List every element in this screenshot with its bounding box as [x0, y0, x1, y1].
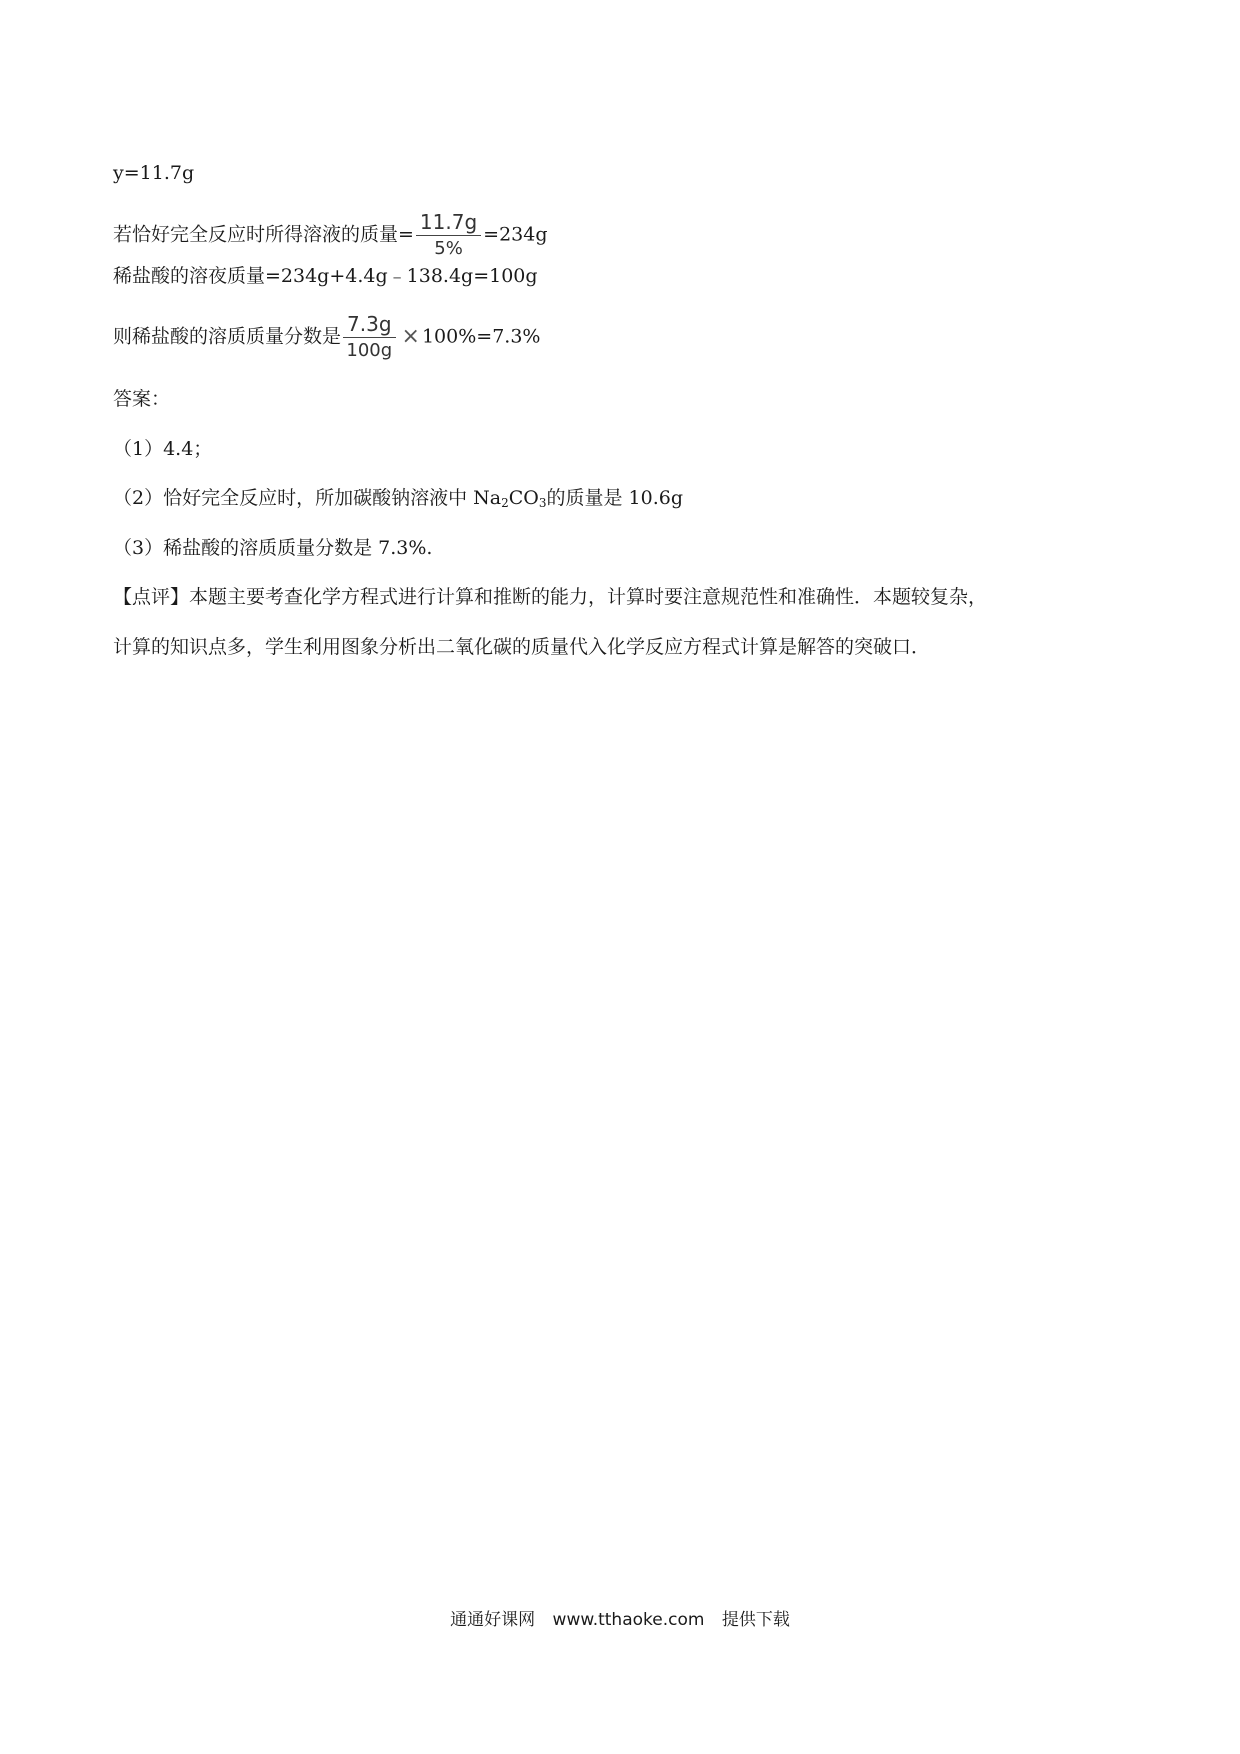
solution-mass-result: =234g: [483, 223, 548, 246]
mass-fraction-result: 100%=7.3%: [421, 325, 541, 348]
fraction-solution-mass: [416, 210, 481, 261]
footer-site-name: 通通好课网: [450, 1610, 536, 1630]
solution-mass-line: [113, 210, 548, 261]
acid-solution-mass-line: 稀盐酸的溶夜质量=234g+4.4g﹣138.4g=100g: [113, 265, 538, 287]
answer-2-text: （2）恰好完全反应时，所加碳酸钠溶液中 Na: [113, 487, 502, 509]
fraction-numerator: 11.7g: [416, 210, 481, 236]
page-footer: [0, 1605, 1240, 1630]
footer-url[interactable]: www.tthaoke.com: [552, 1610, 705, 1630]
review-line-1: 【点评】本题主要考查化学方程式进行计算和推断的能力，计算时要注意规范性和准确性．本题较复杂，: [113, 586, 988, 608]
formula-part: CO: [508, 487, 539, 509]
fraction-denominator: 100g: [346, 340, 393, 361]
multiply-sign: ×: [401, 323, 420, 349]
mass-fraction-line: [113, 312, 540, 363]
subscript: 2: [501, 496, 509, 510]
answer-2: [113, 485, 683, 511]
answer-1: （1）4.4；: [113, 438, 213, 460]
review-line-2: 计算的知识点多，学生利用图象分析出二氧化碳的质量代入化学反应方程式计算是解答的突破口．: [113, 636, 931, 658]
fraction-denominator: 5%: [434, 238, 463, 259]
mass-fraction-label: 则稀盐酸的溶质质量分数是: [113, 325, 342, 348]
fraction-mass-fraction: [343, 312, 396, 363]
answer-2-result: 的质量是 10.6g: [546, 487, 684, 509]
footer-tagline: 提供下载: [721, 1610, 790, 1630]
answer-3: （3）稀盐酸的溶质质量分数是 7.3%.: [113, 537, 433, 559]
equation-y-value: y=11.7g: [113, 162, 195, 184]
subscript: 3: [538, 496, 547, 510]
fraction-numerator: 7.3g: [343, 312, 396, 338]
solution-mass-label: 若恰好完全反应时所得溶液的质量=: [113, 223, 414, 246]
answer-heading: 答案：: [113, 388, 171, 410]
